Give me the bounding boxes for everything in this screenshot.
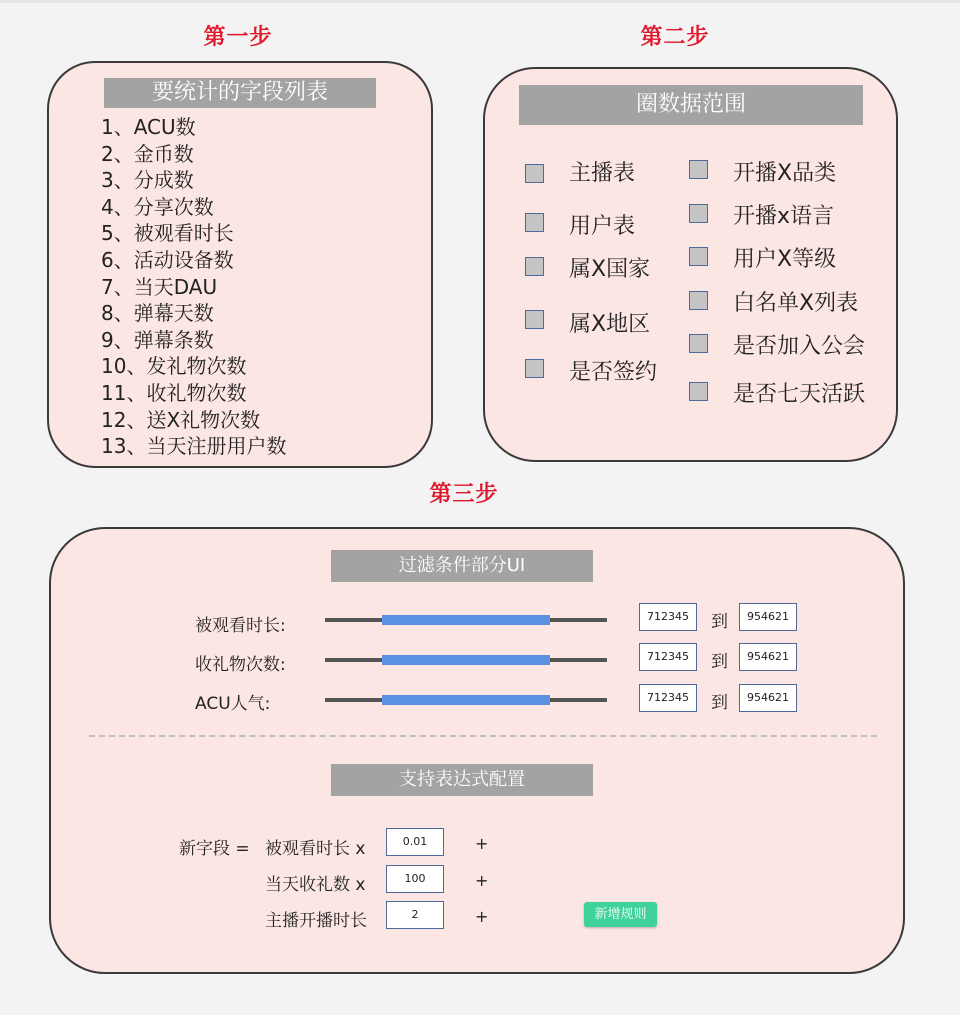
list-item: 9、弹幕条数 [101, 327, 214, 352]
slider-range[interactable] [382, 615, 550, 625]
checkbox-region[interactable] [525, 310, 544, 329]
checkbox-user-table[interactable] [525, 213, 544, 232]
max-input[interactable]: 954621 [739, 684, 797, 712]
checkbox-signed[interactable] [525, 359, 544, 378]
min-input[interactable]: 712345 [639, 643, 697, 671]
checkbox-stream-category[interactable] [689, 160, 708, 179]
list-item: 13、当天注册用户数 [101, 434, 287, 459]
list-item: 2、金币数 [101, 141, 194, 166]
filter-config-panel [49, 527, 905, 974]
checkbox-country[interactable] [525, 257, 544, 276]
scope-label: 属X国家 [569, 257, 651, 282]
list-item: 7、当天DAU [101, 274, 218, 299]
data-scope-panel [483, 67, 898, 462]
section-divider [89, 735, 877, 737]
add-rule-button[interactable]: 新增规则 [584, 902, 657, 927]
slider-range[interactable] [382, 695, 550, 705]
field-list [101, 114, 286, 460]
checkbox-stream-language[interactable] [689, 204, 708, 223]
term-label: 主播开播时长 [265, 911, 367, 931]
max-input[interactable]: 954621 [739, 643, 797, 671]
filter-label: 被观看时长: [195, 616, 286, 636]
step1-title: 第一步 [203, 25, 273, 50]
list-item: 10、发礼物次数 [101, 354, 247, 379]
field-list-header: 要统计的字段列表 [104, 78, 376, 108]
scope-label: 白名单X列表 [733, 291, 859, 316]
scope-label: 是否加入公会 [733, 334, 866, 359]
filter-label: 收礼物次数: [195, 655, 286, 675]
scope-label: 开播x语言 [733, 204, 835, 229]
checkbox-active-7days[interactable] [689, 382, 708, 401]
range-separator: 到 [711, 612, 728, 632]
min-input[interactable]: 712345 [639, 603, 697, 631]
step2-title: 第二步 [640, 25, 710, 50]
range-separator: 到 [711, 693, 728, 713]
expression-header: 支持表达式配置 [331, 764, 593, 796]
list-item: 11、收礼物次数 [101, 380, 247, 405]
filter-header: 过滤条件部分UI [331, 550, 593, 582]
weight-input[interactable]: 100 [386, 865, 444, 893]
list-item: 3、分成数 [101, 168, 194, 193]
list-item: 5、被观看时长 [101, 221, 234, 246]
range-separator: 到 [711, 652, 728, 672]
data-scope-header: 圈数据范围 [519, 85, 863, 125]
term-label: 当天收礼数 x [265, 875, 366, 895]
top-border [0, 0, 960, 3]
term-label: 被观看时长 x [265, 839, 366, 859]
filter-label: ACU人气: [195, 694, 271, 714]
weight-input[interactable]: 2 [386, 901, 444, 929]
list-item: 12、送X礼物次数 [101, 407, 261, 432]
scope-label: 是否签约 [569, 360, 658, 385]
step3-title: 第三步 [429, 482, 499, 507]
scope-label: 主播表 [569, 161, 636, 186]
field-list-panel [47, 61, 433, 468]
new-field-label: 新字段 = [179, 839, 250, 859]
scope-label: 用户X等级 [733, 247, 837, 272]
checkbox-guild[interactable] [689, 334, 708, 353]
min-input[interactable]: 712345 [639, 684, 697, 712]
list-item: 8、弹幕天数 [101, 301, 214, 326]
slider-range[interactable] [382, 655, 550, 665]
plus-operator: + [475, 834, 489, 853]
list-item: 4、分享次数 [101, 194, 214, 219]
plus-operator: + [475, 907, 489, 926]
scope-label: 开播X品类 [733, 161, 837, 186]
weight-input[interactable]: 0.01 [386, 828, 444, 856]
scope-label: 是否七天活跃 [733, 382, 866, 407]
list-item: 1、ACU数 [101, 115, 196, 139]
scope-label: 属X地区 [569, 312, 651, 337]
checkbox-whitelist[interactable] [689, 291, 708, 310]
list-item: 6、活动设备数 [101, 247, 234, 272]
checkbox-user-level[interactable] [689, 247, 708, 266]
checkbox-anchor-table[interactable] [525, 164, 544, 183]
scope-label: 用户表 [569, 214, 636, 239]
plus-operator: + [475, 871, 489, 890]
max-input[interactable]: 954621 [739, 603, 797, 631]
